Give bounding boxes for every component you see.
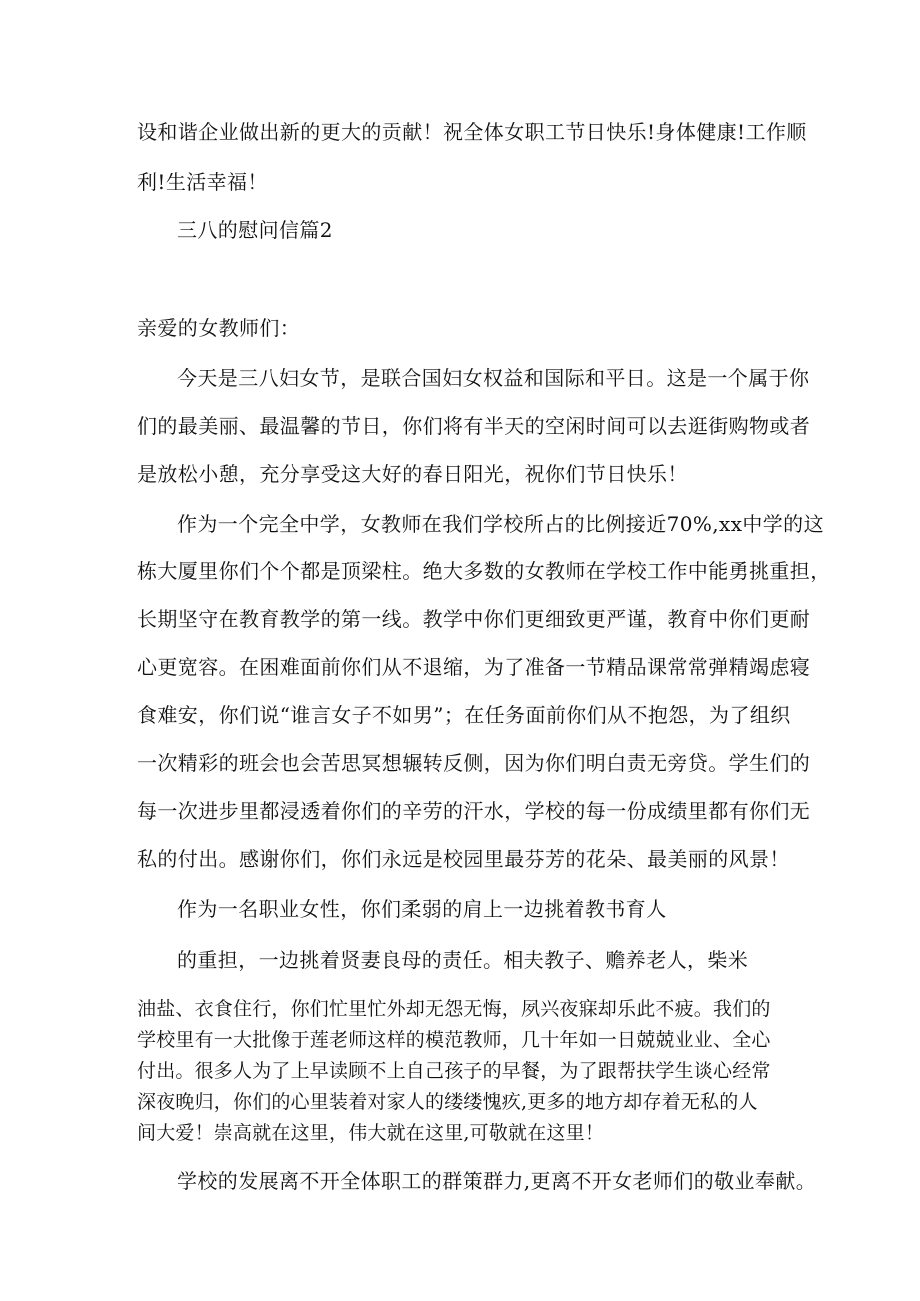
paragraph2-line-3: 长期坚守在教育教学的第一线。教学中你们更细致更严谨，教育中你们更耐 (137, 607, 811, 631)
paragraph4-line-4: 深夜晚归，你们的心里装着对家人的缕缕愧疚,更多的地方却存着无私的人 (137, 1091, 758, 1113)
intro-line-2: 利!生活幸福！ (137, 170, 268, 194)
paragraph3-line-1: 作为一名职业女性，你们柔弱的肩上一边挑着教书育人 (177, 897, 667, 921)
section-title: 三八的慰问信篇2 (177, 218, 333, 242)
paragraph2-line-6: 一次精彩的班会也会苦思冥想辗转反侧，因为你们明白责无旁贷。学生们的 (137, 751, 811, 775)
paragraph2-line-2: 栋大厦里你们个个都是顶梁柱。绝大多数的女教师在学校工作中能勇挑重担， (137, 559, 831, 583)
paragraph2-line-1: 作为一个完全中学，女教师在我们学校所占的比例接近70%,xx中学的这 (177, 512, 824, 536)
paragraph1-line-3: 是放松小憩，充分享受这大好的春日阳光，祝你们节日快乐！ (137, 462, 688, 486)
paragraph1-line-2: 们的最美丽、最温馨的节日，你们将有半天的空闲时间可以去逛街购物或者 (137, 414, 811, 438)
paragraph2-line-5: 食难安，你们说“谁言女子不如男”；在任务面前你们从不抱怨，为了组织 (137, 703, 791, 727)
paragraph5: 学校的发展离不开全体职工的群策群力,更离不开女老师们的敬业奉献。 (177, 1169, 817, 1193)
paragraph2-line-4: 心更宽容。在困难面前你们从不退缩，为了准备一节精品课常常弹精竭虑寝 (137, 655, 811, 679)
paragraph3-line-2: 的重担，一边挑着贤妻良母的责任。相夫教子、赡养老人，柴米 (177, 948, 749, 972)
intro-line-1: 设和谐企业做出新的更大的贡献！祝全体女职工节日快乐!身体健康!工作顺 (137, 120, 807, 144)
paragraph4-line-1: 油盐、衣食住行，你们忙里忙外却无怨无悔，夙兴夜寐却乐此不疲。我们的 (137, 998, 771, 1020)
paragraph1-line-1: 今天是三八妇女节，是联合国妇女权益和国际和平日。这是一个属于你 (177, 366, 810, 390)
paragraph2-line-7: 每一次进步里都浸透着你们的辛劳的汗水，学校的每一份成绩里都有你们无 (137, 799, 811, 823)
paragraph4-line-3: 付出。很多人为了上早读顾不上自己孩子的早餐，为了跟帮扶学生谈心经常 (137, 1060, 771, 1082)
paragraph2-line-8: 私的付出。感谢你们，你们永远是校园里最芬芳的花朵、最美丽的风景！ (137, 847, 790, 871)
paragraph4-line-5: 间大爱！崇高就在这里，伟大就在这里,可敬就在这里！ (137, 1122, 605, 1144)
paragraph4-line-2: 学校里有一大批像于莲老师这样的模范教师，几十年如一日兢兢业业、全心 (137, 1029, 771, 1051)
salutation: 亲爱的女教师们： (137, 316, 301, 340)
